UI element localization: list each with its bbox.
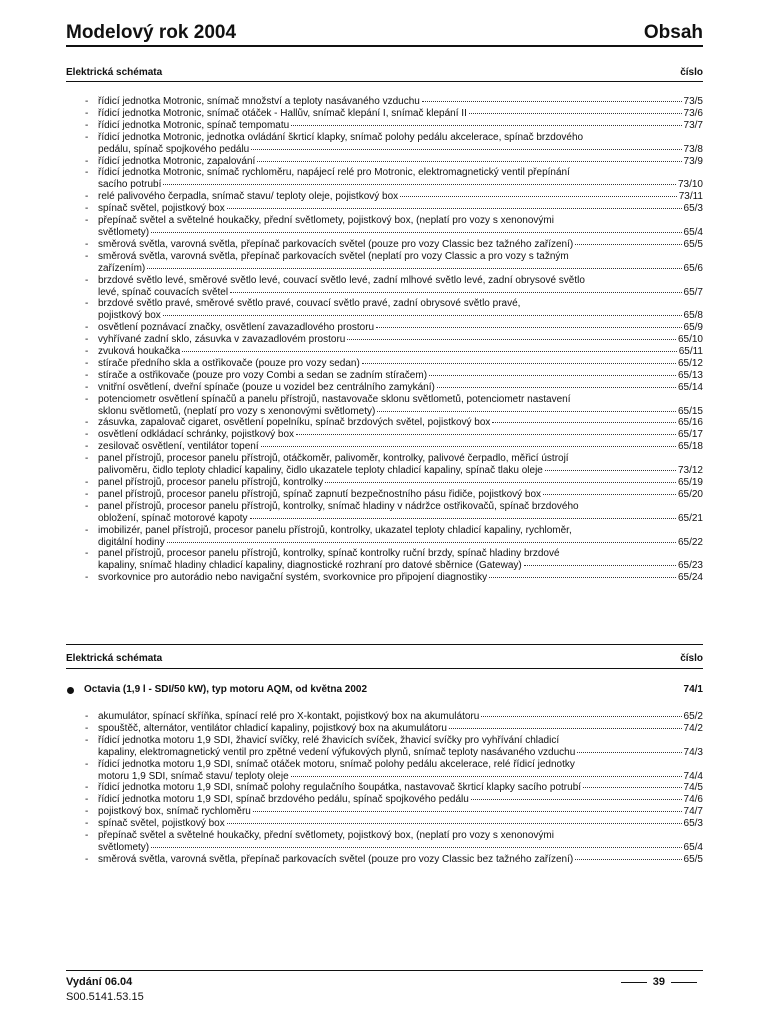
dot-leader [163,184,676,185]
dash-marker: - [85,167,89,179]
table-header-number: číslo [680,67,703,78]
item-line-with-number [98,263,703,275]
item-line [98,298,703,310]
schema-number: 65/10 [677,334,703,346]
dash-marker: - [85,711,89,722]
item-text: řídicí jednotka Motronic, snímač množství a teploty nasávaného vzduchu [98,96,420,107]
item-text: vyhřívané zadní sklo, zásuvka v zavazadlovém prostoru [98,334,346,346]
dash-marker: - [85,119,89,131]
item-text: svorkovnice pro autorádio nebo navigační systém, svorkovnice pro připojení diagnostiky [98,572,488,584]
dot-leader [583,787,682,788]
list-item [66,572,703,584]
item-line-with-number [98,144,703,156]
schema-number: 73/7 [683,119,703,131]
item-text: přepínač světel a světelné houkačky, přední světlomety, pojistkový box, (neplatí pro vozy s xenonovými [98,830,554,842]
dash-marker: - [85,131,89,143]
list-item [66,132,703,156]
dot-leader [449,728,682,729]
schema-number: 65/12 [677,357,703,369]
item-text: digitální hodiny [98,536,165,548]
item-text: panel přístrojů, procesor panelu přístrojů, otáčkoměr, palivoměr, kontrolky, palivové čerpadlo, měřicí ústrojí [98,453,569,465]
schema-number: 65/5 [683,238,703,250]
item-line-with-number [98,96,703,108]
item-line-with-number [98,120,703,132]
dash-marker: - [85,548,89,560]
item-text: kapaliny, snímač hladiny chladicí kapaliny, diagnostické rozhraní pro datové sběrnice (Gateway) [98,560,522,572]
list-item [66,334,703,346]
item-line [98,525,703,537]
document-page [66,0,703,1024]
item-text: řídicí jednotka Motronic, snímač otáček - Hallův, snímač klepání I, snímač klepání II [98,107,467,119]
item-line-with-number [98,723,703,735]
item-text: stírače a ostřikovače (pouze pro vozy Combi a sedan se zadním stíračem) [98,369,428,381]
schema-number: 65/5 [683,853,703,865]
item-text: sklonu světlometů, (neplatí pro vozy s xenonovými světlomety) [98,405,376,417]
list-item [66,370,703,382]
item-text: akumulátor, spínací skříňka, spínací relé pro X-kontakt, pojistkový box na akumulátoru [98,711,480,722]
list-item [66,429,703,441]
schema-number: 73/6 [683,107,703,119]
item-text: imobilizér, panel přístrojů, procesor panelu přístrojů, kontrolky, ukazatel teploty chladicí kapaliny, rychloměr, [98,524,572,536]
model-number: 74/1 [683,684,703,695]
dot-leader [325,482,676,483]
item-text: světlomety) [98,841,150,853]
schema-number: 65/2 [683,711,703,722]
item-line-with-number [98,818,703,830]
list-item [66,759,703,783]
item-text: pojistkový box, snímač rychloměru [98,806,251,818]
document-code: S00.5141.53.15 [66,991,144,1003]
item-line-with-number [98,854,703,866]
dash-marker: - [85,806,89,818]
dot-leader [377,411,676,412]
header-rule [66,45,703,47]
item-line [98,275,703,287]
dot-leader [489,577,676,578]
dash-marker: - [85,274,89,286]
item-text: přepínač světel a světelné houkačky, přední světlomety, pojistkový box, (neplatí pro vozy s xenonovými [98,215,554,227]
dot-leader [227,208,682,209]
list-item [66,417,703,429]
item-text: obložení, spínač motorové kapoty [98,512,248,524]
schema-number: 65/24 [677,572,703,584]
list-item [66,854,703,866]
item-line-with-number [98,322,703,334]
contents-list [66,711,703,866]
item-line-with-number [98,382,703,394]
item-line-with-number [98,203,703,215]
dot-leader [471,799,682,800]
schema-number: 73/8 [683,143,703,155]
item-text: pojistkový box [98,310,161,322]
item-line-with-number [98,806,703,818]
schema-number: 65/11 [678,346,703,358]
dash-marker: - [85,734,89,746]
item-text: řídicí jednotka motoru 1,9 SDI, spínač brzdového pedálu, spínač spojkového pedálu [98,794,469,806]
dash-marker: - [85,369,89,381]
dash-marker: - [85,830,89,842]
item-text: panel přístrojů, procesor panelu přístrojů, kontrolky [98,477,324,488]
list-item [66,346,703,358]
dash-marker: - [85,794,89,806]
item-text: vnitřní osvětlení, dveřní spínače (pouze u vozidel bez centrálního zamykání) [98,381,435,393]
item-text: směrová světla, varovná světla, přepínač parkovacích světel (neplatí pro vozy Classic a pro vozy s tažným [98,250,569,262]
edition-label: Vydání 06.04 [66,976,133,988]
list-item [66,723,703,735]
item-text: řídicí jednotka motoru 1,9 SDI, snímač polohy regulačního šoupátka, nastavovač škrticí klapky sacího potrubí [98,782,582,794]
schema-number: 74/7 [683,806,703,818]
dot-leader [163,315,682,316]
dot-leader [422,101,682,102]
list-item [66,453,703,477]
dash-marker: - [85,107,89,119]
dash-marker: - [85,334,89,346]
dot-leader [429,375,676,376]
dash-marker: - [85,191,89,203]
item-line-with-number [98,782,703,794]
list-item [66,394,703,418]
list-item [66,794,703,806]
dot-leader [469,113,682,114]
dot-leader [492,422,676,423]
schema-number: 65/9 [683,322,703,334]
item-text: řídicí jednotka Motronic, snímač rychloměru, napájecí relé pro Motronic, elektromagnetický ventil přepínání [98,167,570,179]
item-line [98,548,703,560]
table-header [66,652,703,666]
item-line [98,394,703,406]
item-line-with-number [98,747,703,759]
list-item [66,782,703,794]
page-number-block [615,975,703,989]
item-line [98,501,703,513]
schema-number: 65/14 [677,381,703,393]
list-item [66,806,703,818]
schema-number: 65/22 [677,536,703,548]
dash-marker: - [85,417,89,429]
dot-leader [543,494,676,495]
item-text: řídicí jednotka motoru 1,9 SDI, snímač otáček motoru, snímač polohy pedálu akcelerace, relé řídicí jednotky [98,758,575,770]
list-item [66,711,703,723]
item-text: palivoměru, čidlo teploty chladicí kapaliny, čidlo ukazatele teploty chladicí kapaliny, spínač tlaku oleje [98,465,543,477]
item-text: brzdové světlo pravé, směrové světlo pravé, couvací světlo pravé, zadní obrysové světlo pravé, [98,298,521,310]
item-text: sacího potrubí [98,179,162,191]
dash-marker: - [85,853,89,865]
schema-number: 65/21 [677,512,703,524]
item-line-with-number [98,287,703,299]
list-item [66,298,703,322]
dash-marker: - [85,782,89,794]
item-text: kapaliny, elektromagnetický ventil pro zpětné vedení výfukových plynů, snímač teploty nasávaného vzduchu [98,746,576,758]
schema-number: 74/2 [683,722,703,734]
dot-leader [261,446,676,447]
schema-number: 74/6 [683,794,703,806]
schema-number: 65/4 [683,226,703,238]
schema-number: 65/19 [677,477,703,488]
list-item [66,191,703,203]
dot-leader [291,776,682,777]
list-item [66,215,703,239]
list-item [66,489,703,501]
dot-leader [227,823,682,824]
schema-number: 65/8 [683,310,703,322]
item-text: řídicí jednotka motoru 1,9 SDI, žhavicí svíčky, relé žhavicích svíček, žhavicí svíčky pro vyhřívání chladicí [98,734,560,746]
page-footer [66,975,703,1015]
item-text: směrová světla, varovná světla, přepínač parkovacích světel (pouze pro vozy Classic bez tažného zařízení) [98,238,574,250]
schema-number: 65/23 [677,560,703,572]
dot-leader [437,387,676,388]
dash-marker: - [85,500,89,512]
dash-marker: - [85,488,89,500]
dash-marker: - [85,203,89,215]
dash-marker: - [85,441,89,453]
contents-list [66,96,703,584]
dot-leader [524,565,676,566]
item-line-with-number [98,179,703,191]
dot-leader [151,232,681,233]
list-item [66,322,703,334]
dash-marker: - [85,215,89,227]
item-text: řídicí jednotka Motronic, spínač tempomatu [98,119,290,131]
dot-leader [296,434,676,435]
schema-number: 74/4 [683,770,703,782]
list-item [66,108,703,120]
schema-number: 65/13 [677,369,703,381]
dot-leader [481,716,681,717]
schema-number: 65/20 [677,488,703,500]
item-text: spouštěč, alternátor, ventilátor chladicí kapaliny, pojistkový box na akumulátoru [98,722,447,734]
list-item [66,203,703,215]
item-line-with-number [98,239,703,251]
dot-leader [257,161,681,162]
list-item [66,156,703,168]
model-heading [66,683,703,697]
dot-leader [347,339,676,340]
item-line-with-number [98,310,703,322]
item-line [98,759,703,771]
item-text: relé palivového čerpadla, snímač stavu/ teploty oleje, pojistkový box [98,191,399,203]
dash-marker: - [85,722,89,734]
page-number-rule [671,982,697,983]
dash-marker: - [85,572,89,584]
item-text: levé, spínač couvacích světel [98,286,229,298]
item-line-with-number [98,711,703,723]
item-text: osvětlení poznávací značky, osvětlení zavazadlového prostoru [98,322,375,334]
item-text: spínač světel, pojistkový box [98,203,225,215]
dash-marker: - [85,357,89,369]
item-line-with-number [98,346,703,358]
schema-number: 73/11 [678,191,703,203]
schema-number: 65/16 [677,417,703,429]
item-line-with-number [98,191,703,203]
list-item [66,735,703,759]
item-text: panel přístrojů, procesor panelu přístrojů, kontrolky, snímač hladiny v nádržce ostřikovačů, spínač brzdového [98,500,579,512]
item-line [98,132,703,144]
item-line-with-number [98,429,703,441]
dash-marker: - [85,381,89,393]
item-text: panel přístrojů, procesor panelu přístrojů, kontrolky, spínač kontrolky ruční brzdy, spínač hladiny brzdové [98,548,560,560]
dash-marker: - [85,818,89,830]
item-text: světlomety) [98,226,150,238]
item-text: směrová světla, varovná světla, přepínač parkovacích světel (pouze pro vozy Classic bez tažného zařízení) [98,853,574,865]
dash-marker: - [85,346,89,358]
page-header [66,22,703,44]
dash-marker: - [85,477,89,488]
dash-marker: - [85,250,89,262]
item-text: řídicí jednotka Motronic, jednotka ovládání škrticí klapky, snímač polohy pedálu akcelerace, spínač brzdového [98,131,584,143]
list-item [66,167,703,191]
dot-leader [362,363,676,364]
dot-leader [182,351,676,352]
section-title: Obsah [643,22,703,43]
section-divider [66,644,703,645]
item-text: zvuková houkačka [98,346,181,358]
list-item [66,96,703,108]
list-item [66,239,703,251]
schema-number: 65/3 [683,818,703,830]
item-line-with-number [98,771,703,783]
schema-number: 65/6 [683,262,703,274]
schema-number: 73/12 [677,465,703,477]
dash-marker: - [85,322,89,334]
model-label: Octavia (1,9 l - SDI/50 kW), typ motoru AQM, od května 2002 [84,684,368,695]
item-text: zesilovač osvětlení, ventilátor topení [98,441,259,453]
list-item [66,501,703,525]
item-line-with-number [98,370,703,382]
dash-marker: - [85,429,89,441]
item-line-with-number [98,537,703,549]
list-item [66,477,703,489]
item-line-with-number [98,842,703,854]
schema-number: 74/3 [683,746,703,758]
item-text: zařízením) [98,262,146,274]
item-text: zásuvka, zapalovač cigaret, osvětlení popelníku, spínač brzdových světel, pojistkový box [98,417,491,429]
dot-leader [575,244,681,245]
dot-leader [291,125,681,126]
page-number-rule [621,982,647,983]
item-line [98,735,703,747]
dot-leader [400,196,677,197]
schema-number: 65/15 [677,405,703,417]
dash-marker: - [85,393,89,405]
dot-leader [253,811,682,812]
item-line-with-number [98,406,703,418]
item-text: panel přístrojů, procesor panelu přístrojů, spínač zapnutí bezpečnostního pásu řidiče, pojistkový box [98,488,542,500]
item-line [98,251,703,263]
item-line-with-number [98,572,703,584]
dash-marker: - [85,96,89,107]
dash-marker: - [85,298,89,310]
dot-leader [577,752,681,753]
list-item [66,358,703,370]
item-line-with-number [98,441,703,453]
item-line [98,167,703,179]
table-header-label: Elektrická schémata [66,653,163,664]
table-header-rule [66,81,703,82]
item-line-with-number [98,489,703,501]
item-line-with-number [98,108,703,120]
dash-marker: - [85,758,89,770]
item-line-with-number [98,513,703,525]
dot-leader [167,542,676,543]
dot-leader [376,327,681,328]
page-number: 39 [652,976,665,988]
item-line-with-number [98,560,703,572]
dash-marker: - [85,453,89,465]
dot-leader [230,292,681,293]
item-line-with-number [98,794,703,806]
dot-leader [250,518,676,519]
list-item [66,120,703,132]
item-text: pedálu, spínač spojkového pedálu [98,143,250,155]
list-item [66,818,703,830]
bullet-icon [67,687,74,694]
item-line-with-number [98,417,703,429]
item-line-with-number [98,358,703,370]
item-text: brzdové světlo levé, směrové světlo levé, couvací světlo levé, zadní mlhové světlo levé, zadní obrysové světlo [98,274,585,286]
page-title: Modelový rok 2004 [66,22,237,43]
dash-marker: - [85,524,89,536]
item-line-with-number [98,156,703,168]
schema-number: 74/5 [683,782,703,794]
schema-number: 65/7 [683,286,703,298]
table-header-number: číslo [680,653,703,664]
item-line-with-number [98,465,703,477]
dot-leader [251,149,681,150]
dot-leader [151,847,681,848]
list-item [66,382,703,394]
item-line-with-number [98,227,703,239]
list-item [66,441,703,453]
item-text: potenciometr osvětlení spínačů a panelu přístrojů, nastavovače sklonu světlometů, potenciometr nastavení [98,393,571,405]
schema-number: 73/10 [677,179,703,191]
schema-number: 73/9 [683,155,703,167]
footer-rule [66,970,703,971]
schema-number: 73/5 [683,96,703,107]
item-text: řídicí jednotka Motronic, zapalování [98,155,256,167]
schema-number: 65/18 [677,441,703,453]
item-text: stírače předního skla a ostřikovače (pouze pro vozy sedan) [98,357,360,369]
item-text: motoru 1,9 SDI, snímač stavu/ teploty oleje [98,770,289,782]
table-header [66,66,703,80]
table-header-label: Elektrická schémata [66,67,163,78]
item-text: osvětlení odkládací schránky, pojistkový box [98,429,295,441]
item-line [98,453,703,465]
table-header-rule [66,668,703,669]
dot-leader [545,470,676,471]
item-line-with-number [98,477,703,489]
schema-number: 65/17 [677,429,703,441]
dash-marker: - [85,155,89,167]
item-text: spínač světel, pojistkový box [98,818,225,830]
item-line-with-number [98,334,703,346]
dash-marker: - [85,238,89,250]
item-line [98,830,703,842]
list-item [66,251,703,275]
schema-number: 65/3 [683,203,703,215]
dot-leader [147,268,681,269]
list-item [66,525,703,549]
list-item [66,830,703,854]
list-item [66,275,703,299]
item-line [98,215,703,227]
schema-number: 65/4 [683,841,703,853]
list-item [66,548,703,572]
dot-leader [575,859,681,860]
